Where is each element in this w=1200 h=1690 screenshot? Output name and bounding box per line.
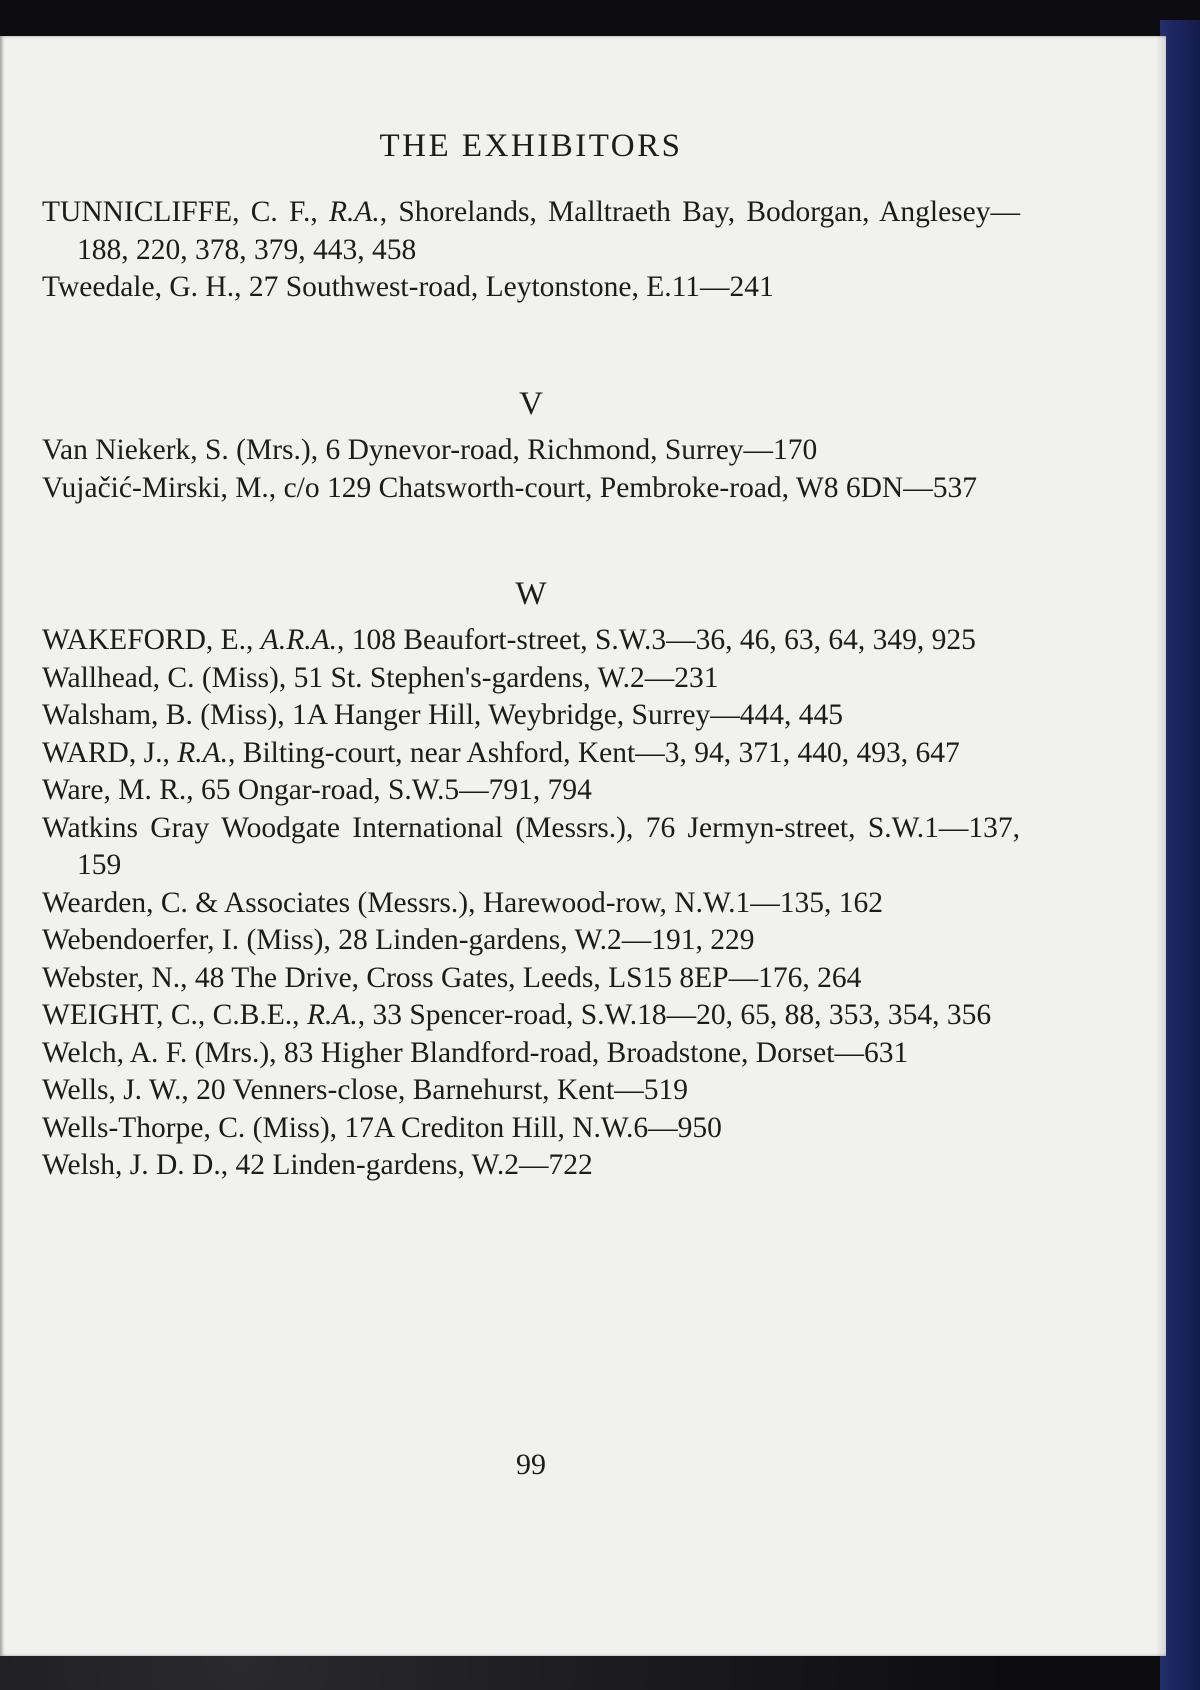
exhibitor-entry bbox=[42, 1147, 1020, 1185]
exhibitor-name: Watkins Gray Woodgate International (Messrs.), bbox=[42, 811, 634, 844]
exhibitor-entry bbox=[42, 960, 1020, 998]
catalogue-numbers: —537 bbox=[903, 471, 977, 504]
exhibitor-name: Tweedale, G. H., bbox=[42, 271, 242, 303]
section-t bbox=[42, 194, 1020, 307]
exhibitor-entry bbox=[42, 772, 1020, 810]
exhibitor-address: 6 Dynevor-road, Richmond, Surrey bbox=[318, 434, 744, 466]
catalogue-numbers: —135, 162 bbox=[750, 886, 883, 919]
exhibitor-address: 42 Linden-gardens, W.2 bbox=[228, 1149, 519, 1181]
exhibitor-rank: R.A. bbox=[306, 999, 358, 1031]
section-v bbox=[42, 384, 1020, 507]
exhibitor-address: , Bilting-court, near Ashford, Kent bbox=[228, 736, 636, 769]
catalogue-numbers: —791, 794 bbox=[459, 774, 592, 806]
exhibitor-name: WEIGHT, C., C.B.E., bbox=[42, 999, 300, 1031]
section-letter: W bbox=[515, 576, 547, 612]
section-letter: V bbox=[519, 386, 543, 422]
exhibitor-entry bbox=[42, 885, 1020, 923]
catalogue-numbers: —36, 46, 63, 64, 349, 925 bbox=[666, 624, 976, 656]
exhibitor-entry bbox=[42, 1035, 1020, 1073]
exhibitor-address: 76 Jermyn-street, S.W.1 bbox=[633, 811, 939, 844]
exhibitor-entry bbox=[42, 194, 1020, 269]
catalogue-numbers: —631 bbox=[834, 1036, 909, 1069]
exhibitor-name: Vujačić-Mirski, M., bbox=[42, 471, 277, 504]
catalogue-numbers: —191, 229 bbox=[621, 924, 755, 956]
exhibitor-rank: A.R.A. bbox=[260, 624, 337, 656]
exhibitor-address: , 108 Beaufort-street, S.W.3 bbox=[336, 624, 667, 656]
exhibitor-address: 27 Southwest-road, Leytonstone, E.11 bbox=[241, 271, 700, 303]
exhibitor-address: 17A Crediton Hill, N.W.6 bbox=[337, 1111, 649, 1144]
exhibitor-entry bbox=[42, 660, 1020, 698]
catalogue-numbers: —188, 220, 378, 379, 443, 458 bbox=[77, 196, 1021, 266]
exhibitor-address: 1A Hanger Hill, Weybridge, Surrey bbox=[284, 699, 711, 731]
exhibitor-name: Van Niekerk, S. (Mrs.), bbox=[42, 434, 319, 466]
catalogue-numbers: —519 bbox=[614, 1074, 688, 1106]
exhibitor-rank: R.A. bbox=[328, 196, 380, 228]
exhibitor-name: Webster, N., bbox=[42, 961, 188, 994]
catalogue-numbers: —170 bbox=[743, 434, 818, 466]
catalogue-numbers: —231 bbox=[644, 661, 719, 694]
exhibitor-address: 20 Venners-close, Barnehurst, Kent bbox=[188, 1074, 615, 1106]
catalogue-numbers: —950 bbox=[648, 1111, 722, 1144]
exhibitor-entry bbox=[42, 997, 1020, 1035]
catalogue-numbers: —241 bbox=[700, 271, 774, 303]
exhibitor-address: 28 Linden-gardens, W.2 bbox=[330, 924, 622, 956]
exhibitor-name: Walsham, B. (Miss), bbox=[42, 699, 285, 731]
exhibitor-name: Wallhead, C. (Miss), bbox=[42, 661, 287, 694]
catalogue-numbers: —20, 65, 88, 353, 354, 356 bbox=[666, 999, 992, 1031]
exhibitor-rank: R.A. bbox=[177, 736, 229, 769]
exhibitor-entry bbox=[42, 470, 1020, 508]
exhibitor-address: 65 Ongar-road, S.W.5 bbox=[193, 774, 460, 806]
exhibitor-address: , Shorelands, Malltraeth Bay, Bodorgan, Anglesey bbox=[379, 196, 991, 228]
exhibitor-name: Wells, J. W., bbox=[42, 1074, 189, 1106]
exhibitor-name: Wells-Thorpe, C. (Miss), bbox=[42, 1111, 338, 1144]
exhibitor-name: Webendoerfer, I. (Miss), bbox=[42, 924, 331, 956]
page-gutter-shadow bbox=[1156, 36, 1166, 1656]
exhibitor-address: 48 The Drive, Cross Gates, Leeds, LS15 8EP bbox=[187, 961, 729, 994]
catalogue-numbers: —722 bbox=[518, 1149, 593, 1181]
exhibitor-name: TUNNICLIFFE, C. F., bbox=[42, 196, 318, 228]
running-head: THE EXHIBITORS bbox=[379, 128, 683, 164]
exhibitor-entry bbox=[42, 1072, 1020, 1110]
cover-blue-edge bbox=[1160, 20, 1200, 1690]
catalogue-numbers: —137, 159 bbox=[77, 811, 1021, 881]
exhibitor-address: Harewood-row, N.W.1 bbox=[475, 886, 751, 919]
exhibitor-entry bbox=[42, 810, 1020, 885]
exhibitor-name: Welsh, J. D. D., bbox=[42, 1149, 229, 1181]
exhibitor-name: Ware, M. R., bbox=[42, 774, 194, 806]
exhibitor-address: , 33 Spencer-road, S.W.18 bbox=[357, 999, 667, 1031]
exhibitor-entry bbox=[42, 735, 1020, 773]
exhibitor-name: Wearden, C. & Associates (Messrs.), bbox=[42, 886, 476, 919]
page-number: 99 bbox=[516, 1448, 546, 1481]
exhibitor-entry bbox=[42, 1110, 1020, 1148]
catalogue-numbers: —3, 94, 371, 440, 493, 647 bbox=[635, 736, 960, 769]
catalogue-numbers: —444, 445 bbox=[710, 699, 843, 731]
catalogue-numbers: —176, 264 bbox=[728, 961, 862, 994]
exhibitor-entry bbox=[42, 622, 1020, 660]
exhibitor-name: WARD, J., bbox=[42, 736, 170, 769]
exhibitor-entry bbox=[42, 697, 1020, 735]
exhibitor-name: Welch, A. F. (Mrs.), bbox=[42, 1036, 277, 1069]
exhibitor-name: WAKEFORD, E., bbox=[42, 624, 254, 656]
exhibitor-address: c/o 129 Chatsworth-court, Pembroke-road, W8 6DN bbox=[276, 471, 904, 504]
exhibitor-address: 83 Higher Blandford-road, Broadstone, Dorset bbox=[276, 1036, 835, 1069]
exhibitor-address: 51 St. Stephen's-gardens, W.2 bbox=[286, 661, 645, 694]
exhibitor-entry bbox=[42, 432, 1020, 470]
exhibitor-entry bbox=[42, 922, 1020, 960]
book-page bbox=[0, 36, 1166, 1656]
section-w bbox=[42, 574, 1020, 1185]
exhibitor-entry bbox=[42, 269, 1020, 307]
